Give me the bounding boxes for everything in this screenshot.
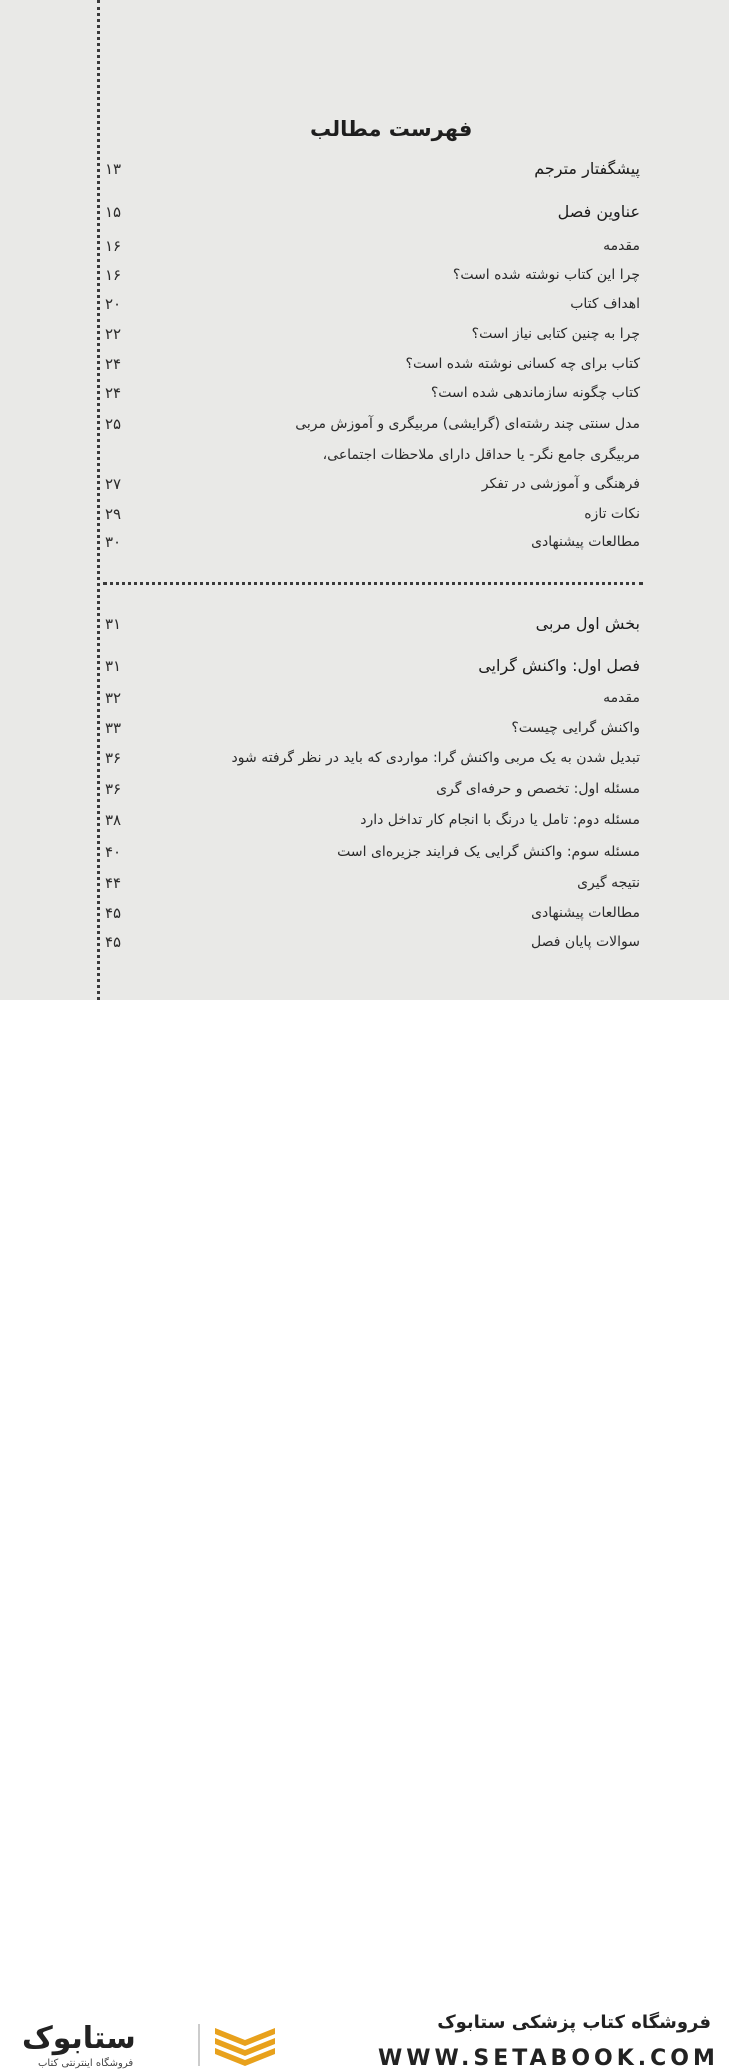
toc-page-number: ۲۵ [105,415,122,433]
toc-entry [105,155,640,183]
toc-page-number: ۴۰ [105,843,122,861]
logo-wordmark: ستابوک [22,2021,136,2056]
toc-entry-text: مسئله اول: تخصص و حرفه‌ای گری [436,781,640,797]
toc-entry [105,775,640,803]
toc-page-number: ۲۰ [105,295,122,313]
toc-entry-text: کتاب چگونه سازماندهی شده است؟ [430,385,640,401]
toc-page-number: ۱۶ [105,237,122,255]
toc-entry [105,320,640,348]
toc-entry-text: مربیگری جامع نگر- یا حداقل دارای ملاحظات اجتماعی، [322,447,640,463]
toc-page-number: ۴۴ [105,874,122,892]
toc-page-number: ۲۹ [105,505,122,523]
toc-entry-text: مطالعات پیشنهادی [531,905,640,921]
toc-entry [105,806,640,834]
toc-entry [105,652,640,680]
toc-entry-text: کتاب برای چه کسانی نوشته شده است؟ [405,356,640,372]
toc-entry [105,744,640,772]
toc-entry [105,684,640,712]
toc-entry-text: واکنش گرایی چیست؟ [511,720,640,736]
toc-entry-text: نتیجه گیری [577,875,640,891]
book-page: فهرست مطالب ۱۳ پیشگفتار مترجم ۱۵ عناوین فصل ۱۶ مقدمه ۱۶ چرا این کتاب نوشته شده است؟ ۲۰ اهداف کتاب ۲۲ چرا به چنین کتابی نیاز است؟ ۲۴ کتاب برای چه کسانی نوشته شده است؟ ۲۴ کتاب چگونه سازماندهی شده است؟ ۲۵ مدل سنتی چند رشته‌ای (گرایشی) مربیگری و آموزش مربی مربیگری جامع نگر- یا حداقل دارای ملاحظات اجتماعی، ۲۷ فرهنگی و آموزشی در تفکر ۲۹ نکات تازه ۳۰ مطالعات پیشنهادی ۳۱ بخش اول مربی ۳۱ فصل اول: واکنش گرایی ۳۲ مقدمه ۳۳ واکنش گرایی چیست؟ ۳۶ تبدیل شدن به یک مربی واکنش گرا: مواردی که باید در نظر گرفته شود ۳۶ مسئله اول: تخصص و حرفه‌ای گری ۳۸ مسئله دوم: تامل یا درنگ با انجام کار تداخل دارد ۴۰ مسئله سوم: واکنش گرایی یک فرایند جزیره‌ای است ۴۴ نتیجه گیری ۴۵ مطالعات پیشنهادی ۴۵ سوالات پایان فصل [0,0,729,1000]
toc-page-number: ۳۲ [105,689,122,707]
toc-page-number: ۲۷ [105,475,122,493]
toc-entry [105,610,640,638]
toc-page-number: ۳۸ [105,811,122,829]
toc-entry [105,350,640,378]
toc-entry [105,441,640,469]
toc-entry-text: اهداف کتاب [570,296,640,312]
toc-entry [105,838,640,866]
vertical-dotted-divider [97,0,100,1000]
toc-entry-text: مدل سنتی چند رشته‌ای (گرایشی) مربیگری و آموزش مربی [295,416,640,432]
toc-page-number: ۳۶ [105,749,122,767]
chevron-stack-icon [215,2028,275,2066]
toc-entry [105,198,640,226]
toc-heading-text: فصل اول: واکنش گرایی [478,656,640,675]
logo-text [22,2021,136,2069]
toc-page-number: ۲۴ [105,355,122,373]
toc-entry [105,379,640,407]
toc-page-number: ۱۶ [105,266,122,284]
toc-entry-text: مطالعات پیشنهادی [531,534,640,550]
toc-page-number: ۲۴ [105,384,122,402]
toc-entry [105,869,640,897]
setabook-logo [20,2020,290,2070]
toc-entry [105,261,640,289]
toc-entry-text: فرهنگی و آموزشی در تفکر [481,476,640,492]
toc-entry [105,899,640,927]
toc-page-number: ۴۵ [105,933,122,951]
toc-entry-text: چرا این کتاب نوشته شده است؟ [452,267,640,283]
toc-page-number: ۳۰ [105,533,122,551]
toc-page-number: ۳۶ [105,780,122,798]
toc-entry-text: سوالات پایان فصل [531,934,640,950]
toc-entry-text: تبدیل شدن به یک مربی واکنش گرا: مواردی که باید در نظر گرفته شود [231,750,640,766]
shop-name: فروشگاه کتاب پزشکی ستابوک [437,2012,711,2033]
toc-entry [105,928,640,956]
shop-url[interactable]: WWW.SETABOOK.COM [378,2046,719,2071]
toc-entry [105,410,640,438]
toc-entry [105,290,640,318]
toc-page-number: ۱۵ [105,203,122,221]
toc-entry [105,232,640,260]
toc-entry [105,500,640,528]
footer-banner [0,1000,729,2071]
toc-heading-text: پیشگفتار مترجم [534,159,640,178]
toc-entry-text: مقدمه [603,238,640,254]
toc-page-number: ۳۳ [105,719,122,737]
toc-entry-text: چرا به چنین کتابی نیاز است؟ [471,326,640,342]
toc-entry [105,528,640,556]
toc-entry-text: مسئله سوم: واکنش گرایی یک فرایند جزیره‌ای است [337,844,640,860]
toc-heading-text: عناوین فصل [557,202,640,221]
toc-entry [105,470,640,498]
toc-page-number: ۳۱ [105,615,122,633]
toc-entry [105,714,640,742]
logo-tagline: فروشگاه اینترنتی کتاب [38,2058,134,2069]
toc-page-number: ۱۳ [105,160,122,178]
logo-separator [198,2024,200,2066]
toc-entry-text: مقدمه [603,690,640,706]
toc-entry-text: مسئله دوم: تامل یا درنگ با انجام کار تداخل دارد [360,812,640,828]
toc-page-number: ۲۲ [105,325,122,343]
horizontal-dotted-divider [103,582,643,585]
toc-page-number: ۳۱ [105,657,122,675]
toc-entry-text: نکات تازه [584,506,640,522]
toc-heading-text: بخش اول مربی [535,614,640,633]
toc-page-number: ۴۵ [105,904,122,922]
